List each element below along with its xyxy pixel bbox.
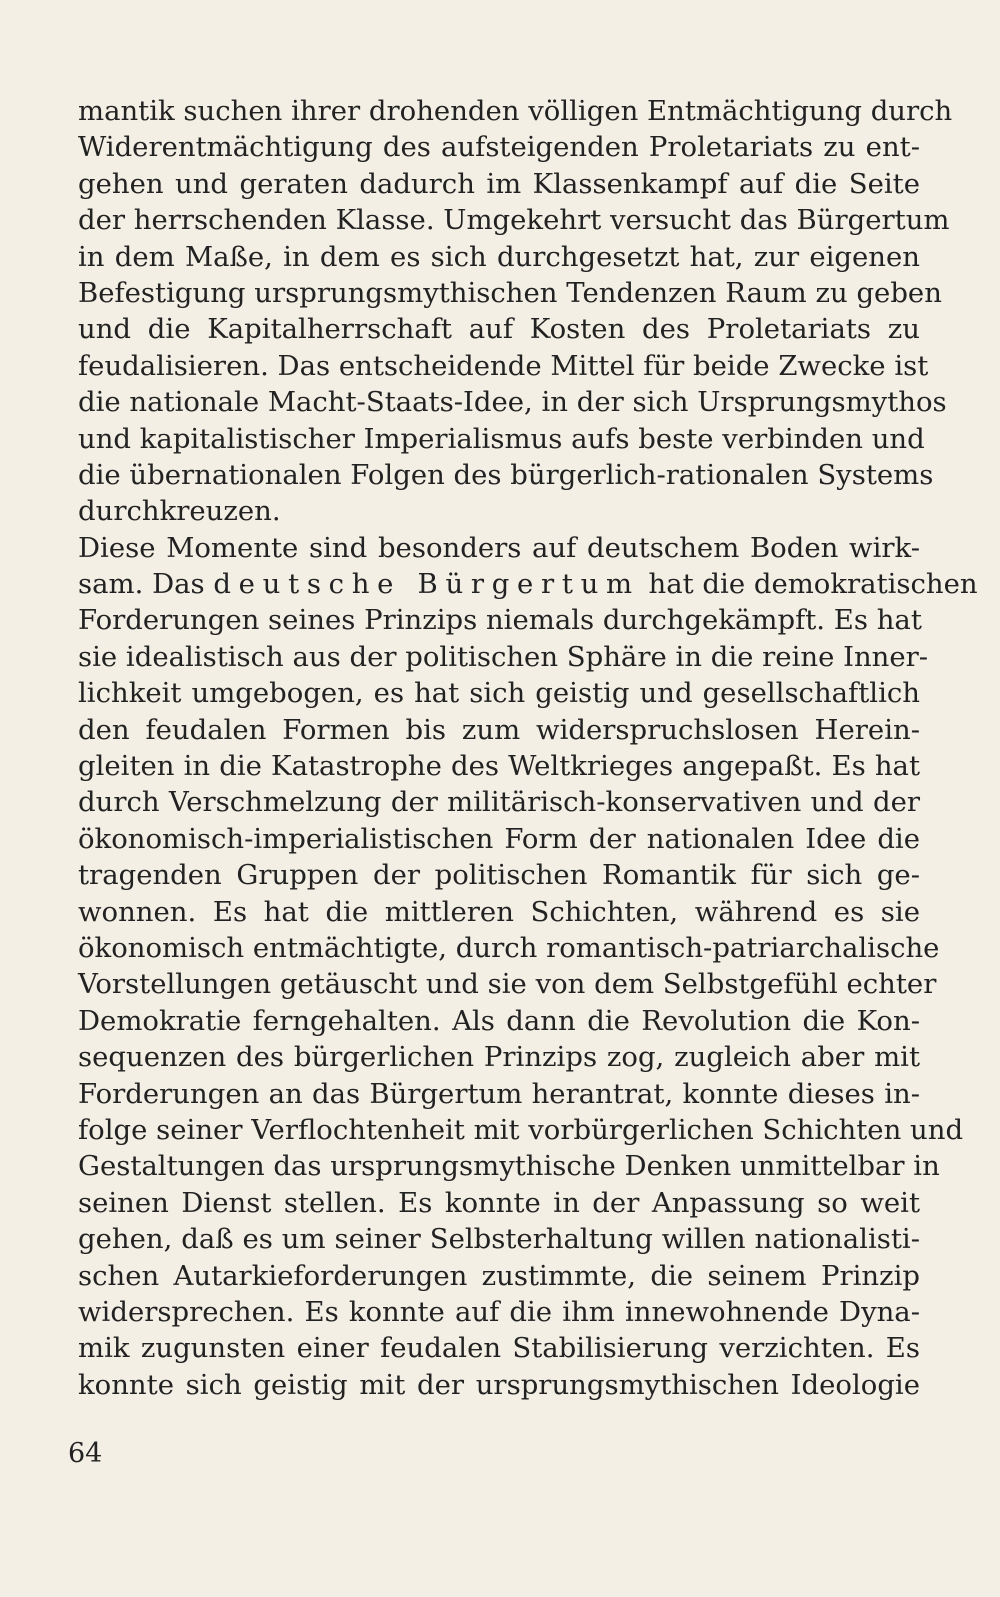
text-line: gleiten in die Katastrophe des Weltkrieges angepaßt. Es hat (78, 750, 920, 783)
text-line: konnte sich geistig mit der ursprungsmythischen Ideologie (78, 1368, 920, 1401)
text-line: schen Autarkieforderungen zustimmte, die seinem Prinzip (78, 1259, 920, 1292)
text-line: Diese Momente sind besonders auf deutschem Boden wirk- (78, 531, 920, 564)
letterspaced-emphasis: deutsche Bürgertum (213, 568, 640, 601)
paragraph-end-line: durchkreuzen. (78, 495, 281, 528)
text-line-with-emphasis (78, 566, 978, 602)
text-line: Forderungen an das Bürgertum herantrat, konnte dieses in- (78, 1077, 920, 1110)
text-line: Gestaltungen das ursprungsmythische Denken unmittelbar in (78, 1150, 940, 1183)
text-segment: sam. Das (78, 568, 214, 601)
text-line: und kapitalistischer Imperialismus aufs beste verbinden und (78, 422, 925, 455)
text-line: Forderungen seines Prinzips niemals durchgekämpft. Es hat (78, 604, 922, 637)
text-line: seinen Dienst stellen. Es konnte in der Anpassung so weit (78, 1186, 920, 1219)
text-line: Demokratie ferngehalten. Als dann die Revolution die Kon- (78, 1004, 920, 1037)
text-line: widersprechen. Es konnte auf die ihm innewohnende Dyna- (78, 1295, 920, 1328)
text-line: die übernationalen Folgen des bürgerlich-rationalen Systems (78, 458, 934, 491)
text-line: der herrschenden Klasse. Umgekehrt versucht das Bürgertum (78, 204, 950, 237)
text-line: Vorstellungen getäuscht und sie von dem Selbstgefühl echter (78, 968, 937, 1001)
text-line: feudalisieren. Das entscheidende Mittel für beide Zwecke ist (78, 349, 929, 382)
page-number: 64 (68, 1438, 103, 1469)
text-line: gehen, daß es um seiner Selbsterhaltung willen nationalisti- (78, 1223, 920, 1256)
text-segment: hat die demokratischen (639, 568, 978, 601)
text-line: mik zugunsten einer feudalen Stabilisierung verzichten. Es (78, 1332, 920, 1365)
text-line: folge seiner Verflochtenheit mit vorbürgerlichen Schichten und (78, 1113, 964, 1146)
text-line: ökonomisch entmächtigte, durch romantisch-patriarchalische (78, 931, 940, 964)
text-line: durch Verschmelzung der militärisch-konservativen und der (78, 786, 920, 819)
text-line: sie idealistisch aus der politischen Sphäre in die reine Inner- (78, 640, 929, 673)
text-line: Widerentmächtigung des aufsteigenden Proletariats zu ent- (78, 131, 920, 164)
text-line: wonnen. Es hat die mittleren Schichten, während es sie (78, 895, 920, 928)
text-line: ökonomisch-imperialistischen Form der nationalen Idee die (78, 822, 920, 855)
body-text (78, 93, 978, 1403)
text-line: den feudalen Formen bis zum widerspruchslosen Herein- (78, 713, 920, 746)
text-line: und die Kapitalherrschaft auf Kosten des Proletariats zu (78, 313, 920, 346)
text-line: lichkeit umgebogen, es hat sich geistig und gesellschaftlich (78, 677, 920, 710)
text-line: gehen und geraten dadurch im Klassenkampf auf die Seite (78, 167, 920, 200)
text-line: tragenden Gruppen der politischen Romantik für sich ge- (78, 859, 920, 892)
text-line: die nationale Macht-Staats-Idee, in der sich Ursprungsmythos (78, 386, 947, 419)
text-line: mantik suchen ihrer drohenden völligen Entmächtigung durch (78, 95, 953, 127)
text-line: in dem Maße, in dem es sich durchgesetzt hat, zur eigenen (78, 240, 920, 273)
text-line: sequenzen des bürgerlichen Prinzips zog, zugleich aber mit (78, 1041, 920, 1074)
text-line: Befestigung ursprungsmythischen Tendenzen Raum zu geben (78, 276, 942, 309)
